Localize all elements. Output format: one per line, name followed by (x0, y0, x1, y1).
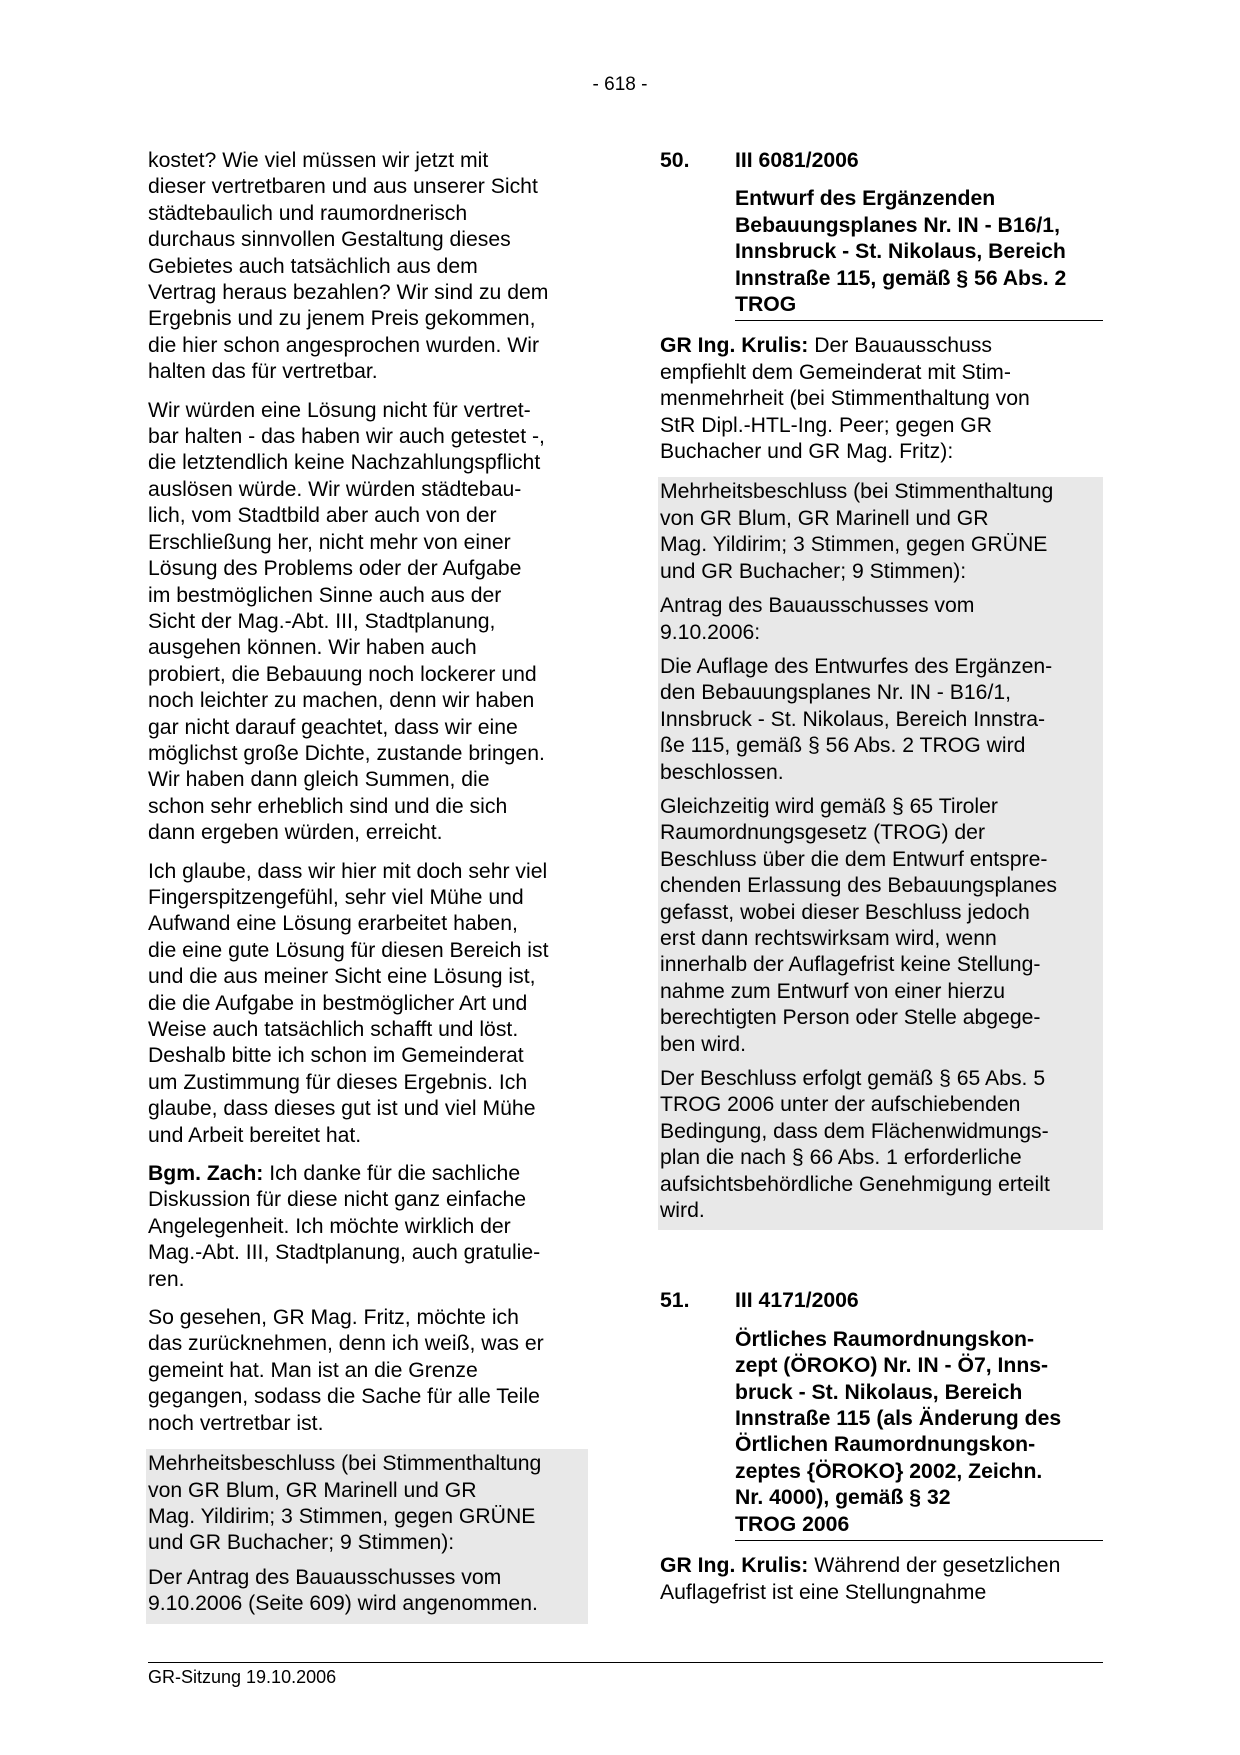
resolution-text: Die Auflage des Entwurfes des Ergänzen- den Bebauungsplanes Nr. IN - B16/1, Innsbruck - St. Nikolaus, Bereich Innstra- ße 115, gemäß § 56 Abs. 2 TROG wird beschlossen. (660, 654, 1053, 784)
speech-text: Der Bauausschuss empfiehlt dem Gemeinderat mit Stim- menmehrheit (bei Stimmenthaltung von StR Dipl.-HTL-Ing. Peer; gegen GR Buchacher und GR Mag. Fritz): (660, 334, 1030, 464)
resolution-box (658, 477, 1103, 1230)
left-column (148, 148, 588, 1624)
agenda-item-50 (660, 148, 1103, 321)
speech-text: Ich danke für die sachliche Diskussion für diese nicht ganz einfache Angelegenheit. Ich möchte wirklich der Mag.-Abt. III, Stadtplanung, auch gratulie- ren. (148, 1162, 541, 1291)
speaker-name: GR Ing. Krulis: (660, 1554, 809, 1578)
section-spacer (660, 1230, 1103, 1288)
paragraph: Wir würden eine Lösung nicht für vertret- bar halten - das haben wir auch getestet -, die letztendlich keine Nachzahlungspflicht auslösen würde. Wir würden städtebau- lich, vom Stadtbild aber auch von der Erschließung her, nicht mehr von einer Lösung des Problems oder der Aufgabe im bestmöglichen Sinne auch aus der Sicht der Mag.-Abt. III, Stadtplanung, ausgehen können. Wir haben auch probiert, die Bebauung noch lockerer und noch leichter zu machen, denn wir haben gar nicht darauf geachtet, dass wir eine möglichst große Dichte, zustande bringen. Wir haben dann gleich Summen, die schon sehr erheblich sind und die sich dann ergeben würden, erreicht. (148, 398, 545, 845)
agenda-item-reference: III 6081/2006 (735, 149, 859, 172)
resolution-vote: Mehrheitsbeschluss (bei Stimmenthaltung von GR Blum, GR Marinell und GR Mag. Yildirim; 3 Stimmen, gegen GRÜNE und GR Buchacher; 9 Stimmen): (660, 480, 1054, 583)
paragraph: So gesehen, GR Mag. Fritz, möchte ich das zurücknehmen, denn ich weiß, was er gemeint hat. Man ist an die Grenze gegangen, sodass die Sache für alle Teile noch vertretbar ist. (148, 1306, 544, 1435)
page-number: - 618 - (592, 74, 648, 95)
agenda-item-number: 50. (660, 149, 690, 172)
right-column (660, 148, 1103, 1618)
paragraph: kostet? Wie viel müssen wir jetzt mit dieser vertretbaren und aus unserer Sicht städtebaulich und raumordnerisch durchaus sinnvollen Gestaltung dieses Gebietes auch tatsächlich aus dem Vertrag heraus bezahlen? Wir sind zu dem Ergebnis und zu jenem Preis gekommen, die hier schon angesprochen wurden. Wir halten das für vertretbar. (148, 149, 549, 384)
speaker-paragraph (148, 1161, 588, 1293)
resolution-text: Der Antrag des Bauausschusses vom 9.10.2006 (Seite 609) wird angenommen. (148, 1565, 538, 1616)
footer-session-date: GR-Sitzung 19.10.2006 (148, 1667, 337, 1687)
agenda-item-title: Örtliches Raumordnungskon- zept (ÖROKO) Nr. IN - Ö7, Inns- bruck - St. Nikolaus, Bereich Innstraße 115 (als Änderung des Örtlichen Raumordnungskon- zeptes {ÖROKO} 2002, Zeichn. Nr. 4000), gemäß § 32 TROG 2006 (735, 1315, 1103, 1541)
agenda-item-51 (660, 1288, 1103, 1541)
paragraph: Ich glaube, dass wir hier mit doch sehr viel Fingerspitzengefühl, sehr viel Mühe und Aufwand eine Lösung erarbeitet haben, die eine gute Lösung für diesen Bereich ist und die aus meiner Sicht eine Lösung ist, die die Aufgabe in bestmöglicher Art und Weise auch tatsächlich schafft und löst. Deshalb bitte ich schon im Gemeinderat um Zustimmung für dieses Ergebnis. Ich glaube, dass dieses gut ist und viel Mühe und Arbeit bereitet hat. (148, 859, 549, 1147)
agenda-item-header (660, 148, 1103, 174)
speaker-name: GR Ing. Krulis: (660, 334, 809, 358)
agenda-item-title: Entwurf des Ergänzenden Bebauungsplanes Nr. IN - B16/1, Innsbruck - St. Nikolaus, Bereich Innstraße 115, gemäß § 56 Abs. 2 TROG (735, 174, 1103, 321)
resolution-vote: Mehrheitsbeschluss (bei Stimmenthaltung von GR Blum, GR Marinell und GR Mag. Yildirim; 3 Stimmen, gegen GRÜNE und GR Buchacher; 9 Stimmen): (148, 1452, 542, 1555)
speech-text: Während der gesetzlichen Auflagefrist ist eine Stellungnahme (660, 1554, 1061, 1604)
agenda-item-number: 51. (660, 1289, 690, 1313)
speaker-paragraph (660, 1553, 1103, 1606)
resolution-box (146, 1449, 588, 1623)
footer-divider (148, 1662, 1103, 1663)
resolution-text: Antrag des Bauausschusses vom 9.10.2006: (660, 594, 975, 644)
resolution-text: Der Beschluss erfolgt gemäß § 65 Abs. 5 TROG 2006 unter der aufschiebenden Bedingung, dass dem Flächenwidmungs- plan die nach § 66 Abs. 1 erforderliche aufsichtsbehördliche Genehmigung erteilt wird. (660, 1067, 1050, 1223)
agenda-item-header (660, 1288, 1103, 1314)
agenda-item-reference: III 4171/2006 (735, 1289, 859, 1313)
speaker-paragraph (660, 333, 1103, 465)
resolution-text: Gleichzeitig wird gemäß § 65 Tiroler Raumordnungsgesetz (TROG) der Beschluss über die dem Entwurf entspre- chenden Erlassung des Bebauungsplanes gefasst, wobei dieser Beschluss jedoch erst dann rechtswirksam wird, wenn innerhalb der Auflagefrist keine Stellung- nahme zum Entwurf von einer hierzu berechtigten Person oder Stelle abgege- ben wird. (660, 794, 1057, 1056)
speaker-name: Bgm. Zach: (148, 1162, 264, 1186)
